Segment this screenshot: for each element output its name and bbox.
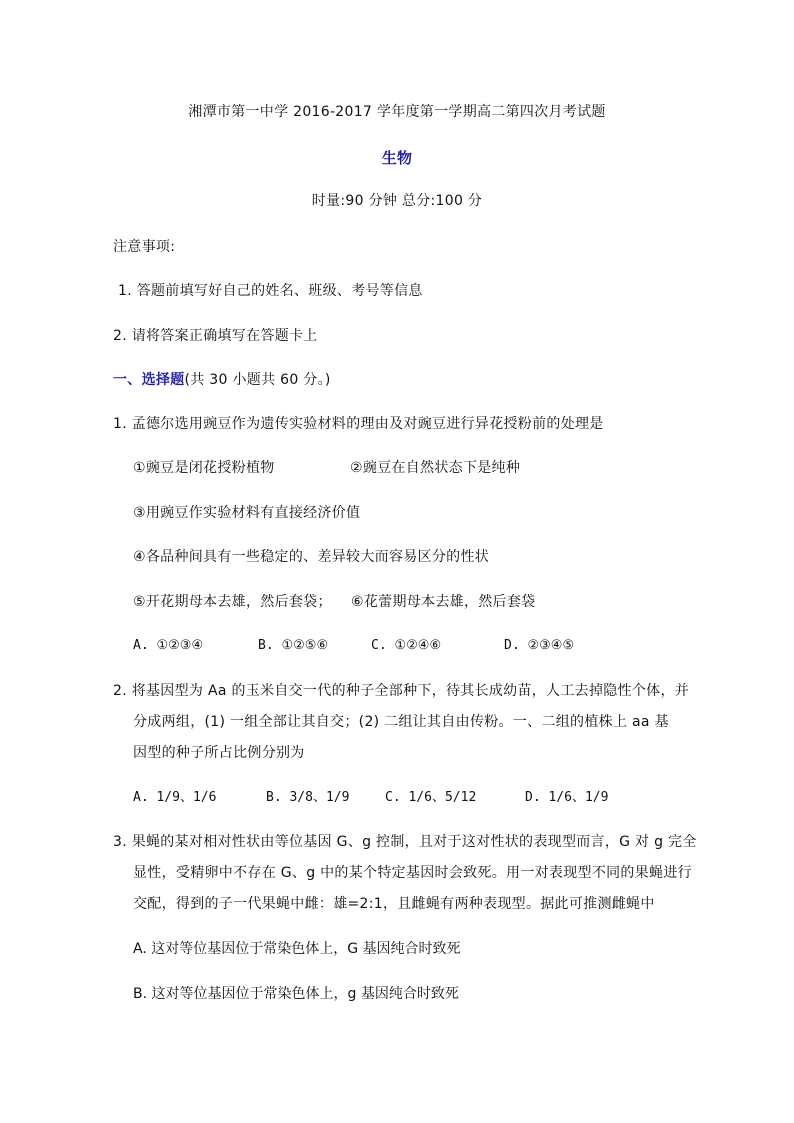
question-2-stem-line-1: 2. 将基因型为 Aa 的玉米自交一代的种子全部种下，待其长成幼苗，人工去掉隐性个体，并: [113, 683, 690, 699]
question-1-item-5: ⑤开花期母本去雄，然后套袋；: [133, 594, 332, 610]
question-3-stem-line-2: 显性，受精卵中不存在 G、g 中的某个特定基因时会致死。用一对表现型不同的果蝇进行: [133, 865, 692, 881]
section-label: 一、选择题: [113, 372, 185, 388]
question-1-option-c[interactable]: C. ①②④⑥: [371, 638, 442, 653]
exam-title: 湘潭市第一中学 2016-2017 学年度第一学期高二第四次月考试题: [188, 104, 606, 120]
question-1-stem: 1. 孟德尔选用豌豆作为遗传实验材料的理由及对豌豆进行异花授粉前的处理是: [113, 416, 604, 432]
question-1-option-a[interactable]: A. ①②③④: [133, 638, 204, 653]
notice-heading: 注意事项:: [113, 239, 176, 255]
question-1-item-4: ④各品种间具有一些稳定的、差异较大而容易区分的性状: [133, 549, 490, 565]
question-2-option-b[interactable]: B. 3/8、1/9: [266, 790, 350, 805]
question-1-item-1: ①豌豆是闭花授粉植物: [133, 460, 275, 476]
subject-title: 生物: [381, 149, 413, 167]
notice-item-1: 1. 答题前填写好自己的姓名、班级、考号等信息: [118, 283, 423, 299]
question-2-option-d[interactable]: D. 1/6、1/9: [525, 790, 609, 805]
question-1-item-3: ③用豌豆作实验材料有直接经济价值: [133, 505, 361, 521]
question-3-stem-line-1: 3. 果蝇的某对相对性状由等位基因 G、g 控制，且对于这对性状的表现型而言，G 对 g 完全: [113, 834, 697, 850]
question-3-option-b[interactable]: B. 这对等位基因位于常染色体上，g 基因纯合时致死: [133, 986, 459, 1002]
question-1-item-2: ②豌豆在自然状态下是纯种: [350, 460, 521, 476]
question-2-option-c[interactable]: C. 1/6、5/12: [385, 790, 477, 805]
question-3-stem-line-3: 交配，得到的子一代果蝇中雌：雄=2:1，且雌蝇有两种表现型。据此可推测雌蝇中: [133, 896, 655, 912]
section-heading: [113, 370, 331, 390]
question-1-item-6: ⑥花蕾期母本去雄，然后套袋: [351, 594, 536, 610]
notice-item-2: 2. 请将答案正确填写在答题卡上: [113, 328, 318, 344]
question-1-option-b[interactable]: B. ①②⑤⑥: [258, 638, 329, 653]
question-2-stem-line-2: 分成两组，(1) 一组全部让其自交；(2) 二组让其自由传粉。一、二组的植株上 aa 基: [133, 714, 669, 730]
question-3-option-a[interactable]: A. 这对等位基因位于常染色体上，G 基因纯合时致死: [133, 941, 461, 957]
section-desc: (共 30 小题共 60 分。): [184, 372, 331, 388]
question-2-option-a[interactable]: A. 1/9、1/6: [133, 790, 217, 805]
question-1-option-d[interactable]: D. ②③④⑤: [504, 638, 575, 653]
question-2-stem-line-3: 因型的种子所占比例分别为: [133, 745, 305, 761]
time-info: 时量:90 分钟 总分:100 分: [311, 193, 483, 209]
